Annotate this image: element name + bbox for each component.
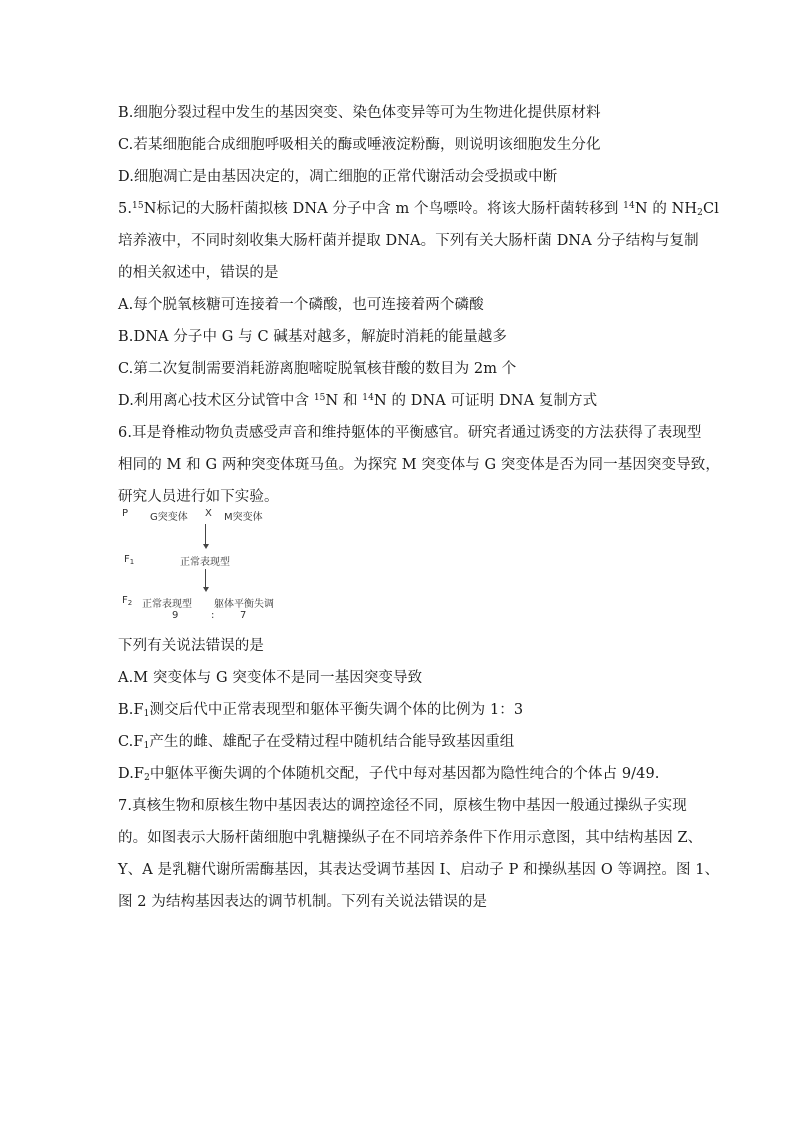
q5-option-a: A.每个脱氧核糖可连接着一个磷酸，也可连接着两个磷酸 (118, 297, 484, 313)
q7-stem-line-2: 的。如图表示大肠杆菌细胞中乳糖操纵子在不同培养条件下作用示意图，其中结构基因 Z、 (118, 830, 703, 846)
q6-option-c: $C.F_1$产生的雌、雄配子在受精过程中随机结合能导致基因重组 (118, 734, 515, 751)
q6-stem-line-1: 6.耳是脊椎动物负责感受声音和维持躯体的平衡感官。研究者通过诱变的方法获得了表现型 (118, 425, 702, 441)
q5-option-b: B.DNA 分子中 G 与 C 碱基对越多，解旋时消耗的能量越多 (118, 329, 507, 345)
arrowhead-f2 (203, 587, 209, 592)
genetic-cross-diagram (118, 506, 288, 626)
arrow-f1-to-f2 (205, 569, 206, 589)
f1-phenotype: 正常表现型 (180, 557, 230, 568)
cross-symbol: X (205, 508, 212, 519)
ratio-normal: 9 (172, 610, 179, 621)
q4-option-b: B.细胞分裂过程中发生的基因突变、染色体变异等可为生物进化提供原材料 (118, 105, 601, 121)
f2-balance-disorder-phenotype: 躯体平衡失调 (214, 599, 274, 610)
q4-option-d: D.细胞凋亡是由基因决定的，凋亡细胞的正常代谢活动会受损或中断 (118, 169, 558, 185)
p-generation-label: P (122, 508, 129, 519)
q5-stem-line-1: 5.15N标记的大肠杆菌拟核 DNA 分子中含 m 个鸟嘌呤。将该大肠杆菌转移到 $^{14}$N 的 $NH_2Cl$ (118, 201, 719, 218)
parent-m-mutant: M突变体 (224, 512, 263, 523)
parent-g-mutant: G突变体 (150, 512, 188, 523)
arrow-p-to-f1 (205, 524, 206, 546)
q6-option-a: A.M 突变体与 G 突变体不是同一基因突变导致 (118, 670, 423, 686)
q5-stem-line-3: 的相关叙述中，错误的是 (118, 265, 279, 281)
q6-stem-line-3: 研究人员进行如下实验。 (118, 489, 279, 505)
q7-stem-line-4: 图 2 为结构基因表达的调节机制。下列有关说法错误的是 (118, 894, 488, 910)
q6-question: 下列有关说法错误的是 (118, 638, 264, 654)
ratio-disorder: 7 (240, 610, 247, 621)
f2-normal-phenotype: 正常表现型 (142, 599, 192, 610)
q6-option-d: $D.F_2$中躯体平衡失调的个体随机交配，子代中每对基因都为隐性纯合的个体占 9/49. (118, 766, 660, 783)
q5-option-c: C.第二次复制需要消耗游离胞嘧啶脱氧核苷酸的数目为 2m 个 (118, 361, 517, 377)
q7-stem-line-3: Y、A 是乳糖代谢所需酶基因，其表达受调节基因 I、启动子 P 和操纵基因 O 等调控。图 1、 (118, 862, 720, 878)
f2-generation-label: $F_2$ (122, 595, 133, 607)
q6-stem-line-2: 相同的 M 和 G 两种突变体斑马鱼。为探究 M 突变体与 G 突变体是否为同一基因突变导致， (118, 457, 720, 473)
q5-stem-line-2: 培养液中，不同时刻收集大肠杆菌并提取 DNA。下列有关大肠杆菌 DNA 分子结构与复制 (118, 233, 699, 249)
q6-option-b: $B.F_1$测交后代中正常表现型和躯体平衡失调个体的比例为 1：3 (118, 702, 524, 719)
f1-generation-label: $F_1$ (124, 554, 135, 566)
q4-option-c: C.若某细胞能合成细胞呼吸相关的酶或唾液淀粉酶，则说明该细胞发生分化 (118, 137, 601, 153)
ratio-separator: : (211, 610, 215, 621)
arrowhead-f1 (203, 544, 209, 549)
q5-option-d: D.利用离心技术区分试管中含 $^{15}$N 和 $^{14}$N 的 DNA 可证明 DNA 复制方式 (118, 393, 598, 409)
q7-stem-line-1: 7.真核生物和原核生物中基因表达的调控途径不同，原核生物中基因一般通过操纵子实现 (118, 798, 687, 814)
